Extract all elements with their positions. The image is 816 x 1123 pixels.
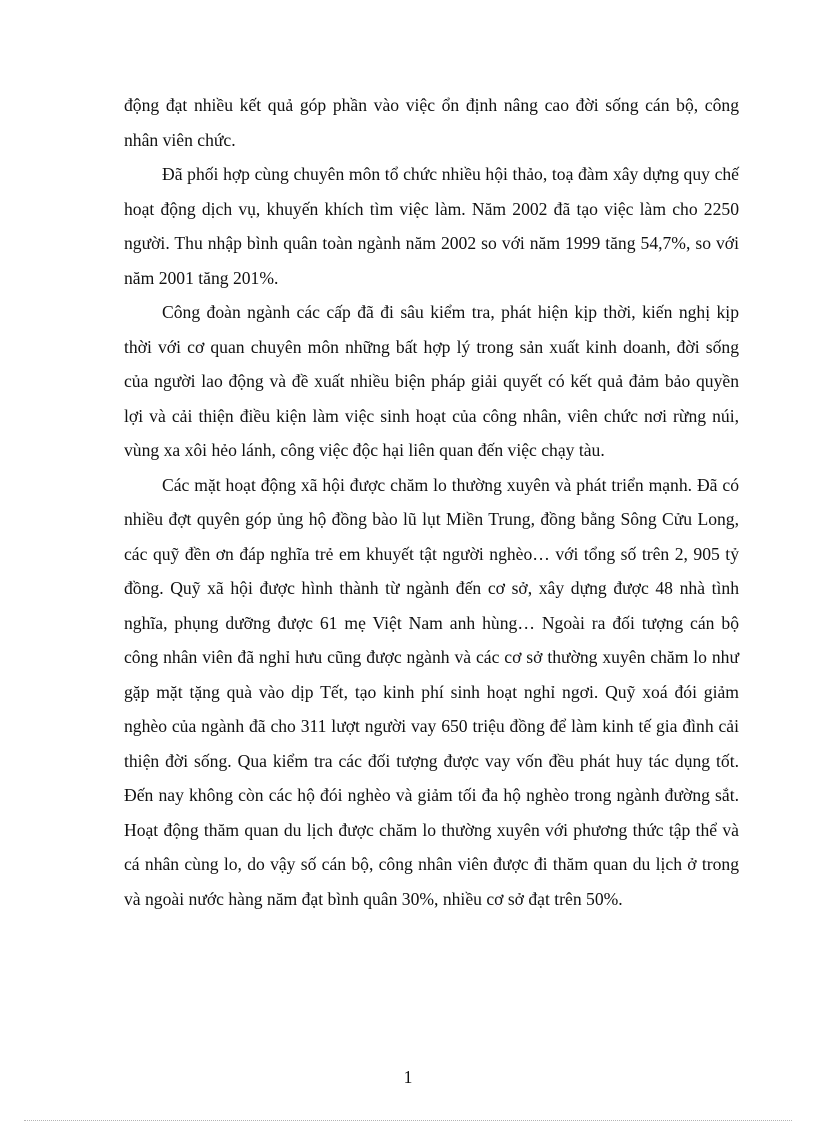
page-bottom-divider	[24, 1120, 792, 1121]
body-text	[124, 88, 739, 916]
paragraph-union-inspection: Công đoàn ngành các cấp đã đi sâu kiểm tra, phát hiện kịp thời, kiến nghị kịp thời với cơ quan chuyên môn những bất hợp lý trong sản xuất kinh doanh, đời sống của người lao động và đề xuất nhiều biện pháp giải quyết có kết quả đảm bảo quyền lợi và cải thiện điều kiện làm việc sinh hoạt của công nhân, viên chức nơi rừng núi, vùng xa xôi hẻo lánh, công việc độc hại liên quan đến việc chạy tàu.	[124, 302, 739, 460]
paragraph-job-creation: Đã phối hợp cùng chuyên môn tổ chức nhiều hội thảo, toạ đàm xây dựng quy chế hoạt động dịch vụ, khuyến khích tìm việc làm. Năm 2002 đã tạo việc làm cho 2250 người. Thu nhập bình quân toàn ngành năm 2002 so với năm 1999 tăng 54,7%, so với năm 2001 tăng 201%.	[124, 164, 739, 288]
paragraph-social-activities: Các mặt hoạt động xã hội được chăm lo thường xuyên và phát triển mạnh. Đã có nhiều đợt quyên góp ủng hộ đồng bào lũ lụt Miền Trung, đồng bằng Sông Cửu Long, các quỹ đền ơn đáp nghĩa trẻ em khuyết tật người nghèo… với tổng số trên 2, 905 tỷ đồng. Quỹ xã hội được hình thành từ ngành đến cơ sở, xây dựng được 48 nhà tình nghĩa, phụng dưỡng được 61 mẹ Việt Nam anh hùng… Ngoài ra đối tượng cán bộ công nhân viên đã nghỉ hưu cũng được ngành và các cơ sở thường xuyên chăm lo như gặp mặt tặng quà vào dịp Tết, tạo kinh phí sinh hoạt nghỉ ngơi. Quỹ xoá đói giảm nghèo của ngành đã cho 311 lượt người vay 650 triệu đồng để làm kinh tế gia đình cải thiện đời sống. Qua kiểm tra các đối tượng được vay vốn đều phát huy tác dụng tốt. Đến nay không còn các hộ đói nghèo và giảm tối đa hộ nghèo trong ngành đường sắt. Hoạt động thăm quan du lịch được chăm lo thường xuyên với phương thức tập thể và cá nhân cùng lo, do vậy số cán bộ, công nhân viên được đi thăm quan du lịch ở trong và ngoài nước hàng năm đạt bình quân 30%, nhiều cơ sở đạt trên 50%.	[124, 474, 739, 909]
page-number: 1	[403, 1067, 413, 1087]
paragraph-continuation: động đạt nhiều kết quả góp phần vào việc ổn định nâng cao đời sống cán bộ, công nhân viên chức.	[124, 95, 739, 150]
